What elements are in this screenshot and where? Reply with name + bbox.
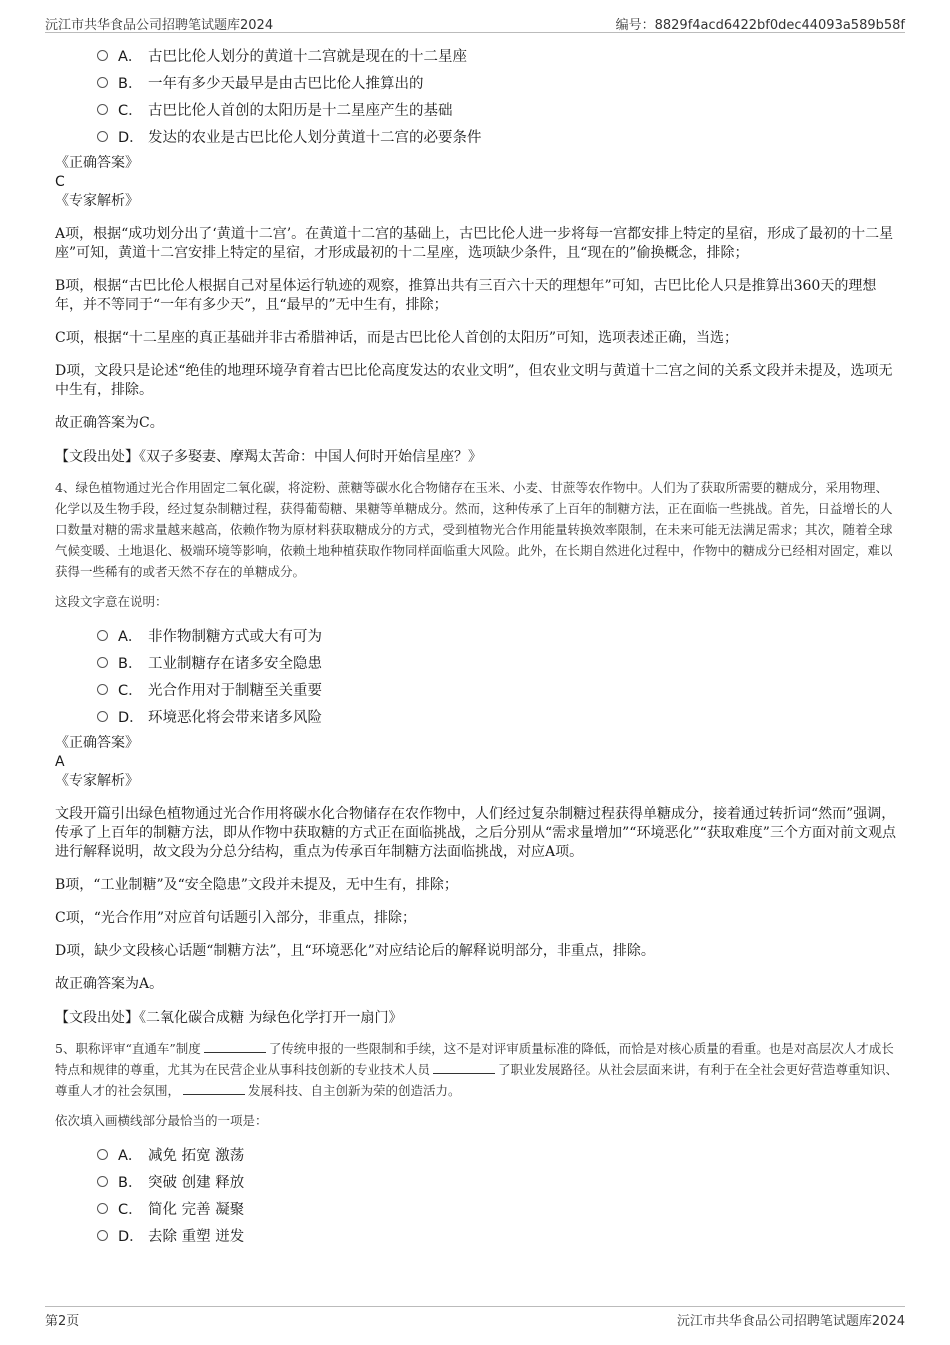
q3-option-c[interactable]: C． 古巴比伦人首创的太阳历是十二星座产生的基础 — [55, 96, 900, 123]
analysis-label: 《专家解析》 — [55, 773, 139, 789]
q5-question: 5、职称评审“直通车”制度 了传统申报的一些限制和手续，这不是对评审质量标准的降低，而恰是对核心质量的看重。也是对高层次人才成长特点和规律的尊重，尤其为在民营企业从事科技创新的专业技术人员 了职业发展路径。从社会层面来讲，有利于在全社会更好营造尊重知识、尊重人才的社会氛围， 发展科技、自主创新为荣的创造活力。 — [55, 1041, 899, 1098]
page-number: 第2页 — [45, 1314, 80, 1329]
analysis-b: B项，“工业制糖”及“安全隐患”文段并未提及，无中生有，排除； — [55, 877, 458, 893]
blank-3 — [183, 1082, 245, 1095]
page-header — [45, 12, 905, 33]
radio-icon[interactable] — [97, 50, 108, 61]
conclusion: 故正确答案为C。 — [55, 415, 164, 431]
q5-prompt: 依次填入画横线部分最恰当的一项是： — [55, 1113, 268, 1128]
radio-icon[interactable] — [97, 1203, 108, 1214]
answer-value: C — [55, 174, 65, 190]
radio-icon[interactable] — [97, 711, 108, 722]
analysis-c: C项，“光合作用”对应首句话题引入部分，非重点，排除； — [55, 910, 417, 926]
source: 【文段出处】《双子多娶妻、摩羯太苦命：中国人何时开始信星座？》 — [55, 449, 482, 465]
q3-option-d[interactable]: D． 发达的农业是古巴比伦人划分黄道十二宫的必要条件 — [55, 123, 900, 150]
answer-label: 《正确答案》 — [55, 735, 139, 751]
q5-option-a[interactable]: A． 减免 拓宽 激荡 — [55, 1141, 900, 1168]
analysis-label: 《专家解析》 — [55, 193, 139, 209]
q4-option-c[interactable]: C． 光合作用对于制糖至关重要 — [55, 676, 900, 703]
blank-1 — [204, 1040, 266, 1053]
answer-value: A — [55, 754, 65, 770]
analysis-d: D项，文段只是论述“绝佳的地理环境孕育着古巴比伦高度发达的农业文明”，但农业文明与黄道十二宫之间的关系文段并未提及，选项无中生有，排除。 — [55, 363, 893, 398]
analysis-b: B项，根据“古巴比伦人根据自己对星体运行轨迹的观察，推算出共有三百六十天的理想年”可知，古巴比伦人只是推算出360天的理想年，并不等同于“一年有多少天”，且“最早的”无中生有，排除； — [55, 278, 877, 313]
radio-icon[interactable] — [97, 630, 108, 641]
q5-option-d[interactable]: D． 去除 重塑 迸发 — [55, 1222, 900, 1249]
radio-icon[interactable] — [97, 657, 108, 668]
analysis-a: A项，根据“成功划分出了‘黄道十二宫’。在黄道十二宫的基础上，古巴比伦人进一步将每一宫都安排上特定的星宿，形成了最初的十二星座”可知，黄道十二宫安排上特定的星宿，才形成最初的十二星座，选项缺少条件，且“现在的”偷换概念，排除； — [55, 226, 894, 261]
radio-icon[interactable] — [97, 131, 108, 142]
header-id: 编号：8829f4acd6422bf0dec44093a589b58f — [615, 18, 905, 33]
page-footer — [45, 1306, 905, 1327]
answer-label: 《正确答案》 — [55, 155, 139, 171]
radio-icon[interactable] — [97, 77, 108, 88]
q3-options — [55, 42, 900, 150]
analysis-d: D项，缺少文段核心话题“制糖方法”，且“环境恶化”对应结论后的解释说明部分，非重点，排除。 — [55, 943, 655, 959]
conclusion: 故正确答案为A。 — [55, 976, 164, 992]
q5-option-b[interactable]: B． 突破 创建 释放 — [55, 1168, 900, 1195]
source: 【文段出处】《二氧化碳合成糖 为绿色化学打开一扇门》 — [55, 1010, 403, 1026]
footer-title: 沅江市共华食品公司招聘笔试题库2024 — [676, 1314, 905, 1329]
radio-icon[interactable] — [97, 684, 108, 695]
blank-2 — [433, 1061, 495, 1074]
analysis-main: 文段开篇引出绿色植物通过光合作用将碳水化合物储存在农作物中，人们经过复杂制糖过程获得单糖成分，接着通过转折词“然而”强调，传承了上百年的制糖方法，即从作物中获取糖的方式正在面临挑战，之后分别从“需求量增加”“环境恶化”“获取难度”三个方面对前文观点进行解释说明，故文段为分总分结构，重点为传承百年制糖方法面临挑战，对应A项。 — [55, 806, 896, 860]
q5-option-c[interactable]: C． 简化 完善 凝聚 — [55, 1195, 900, 1222]
q4-prompt: 这段文字意在说明： — [55, 594, 168, 609]
page-content — [55, 42, 900, 1249]
q4-option-b[interactable]: B． 工业制糖存在诸多安全隐患 — [55, 649, 900, 676]
q4-question: 4、绿色植物通过光合作用固定二氧化碳，将淀粉、蔗糖等碳水化合物储存在玉米、小麦、甘蔗等农作物中。人们为了获取所需要的糖成分，采用物理、化学以及生物手段，经过复杂制糖过程，获得葡萄糖、果糖等单糖成分。然而，这种传承了上百年的制糖方法，正在面临一些挑战。首先，日益增长的人口数量对糖的需求量越来越高，依赖作物为原材料获取糖成分的方式，受到植物光合作用能量转换效率限制，在未来可能无法满足需求；其次，随着全球气候变暖、土地退化、极端环境等影响，依赖土地种植获取作物同样面临重大风险。此外，在长期自然进化过程中，作物中的糖成分已经相对固定，难以获得一些稀有的或者天然不存在的单糖成分。 — [55, 480, 893, 579]
q4-option-d[interactable]: D． 环境恶化将会带来诸多风险 — [55, 703, 900, 730]
q4-option-a[interactable]: A． 非作物制糖方式或大有可为 — [55, 622, 900, 649]
radio-icon[interactable] — [97, 104, 108, 115]
q3-option-b[interactable]: B． 一年有多少天最早是由古巴比伦人推算出的 — [55, 69, 900, 96]
radio-icon[interactable] — [97, 1230, 108, 1241]
radio-icon[interactable] — [97, 1149, 108, 1160]
q4-options — [55, 622, 900, 730]
radio-icon[interactable] — [97, 1176, 108, 1187]
analysis-c: C项，根据“十二星座的真正基础并非古希腊神话，而是古巴比伦人首创的太阳历”可知，选项表述正确，当选； — [55, 330, 739, 346]
q5-options — [55, 1141, 900, 1249]
header-title: 沅江市共华食品公司招聘笔试题库2024 — [45, 18, 274, 33]
q3-option-a[interactable]: A． 古巴比伦人划分的黄道十二宫就是现在的十二星座 — [55, 42, 900, 69]
